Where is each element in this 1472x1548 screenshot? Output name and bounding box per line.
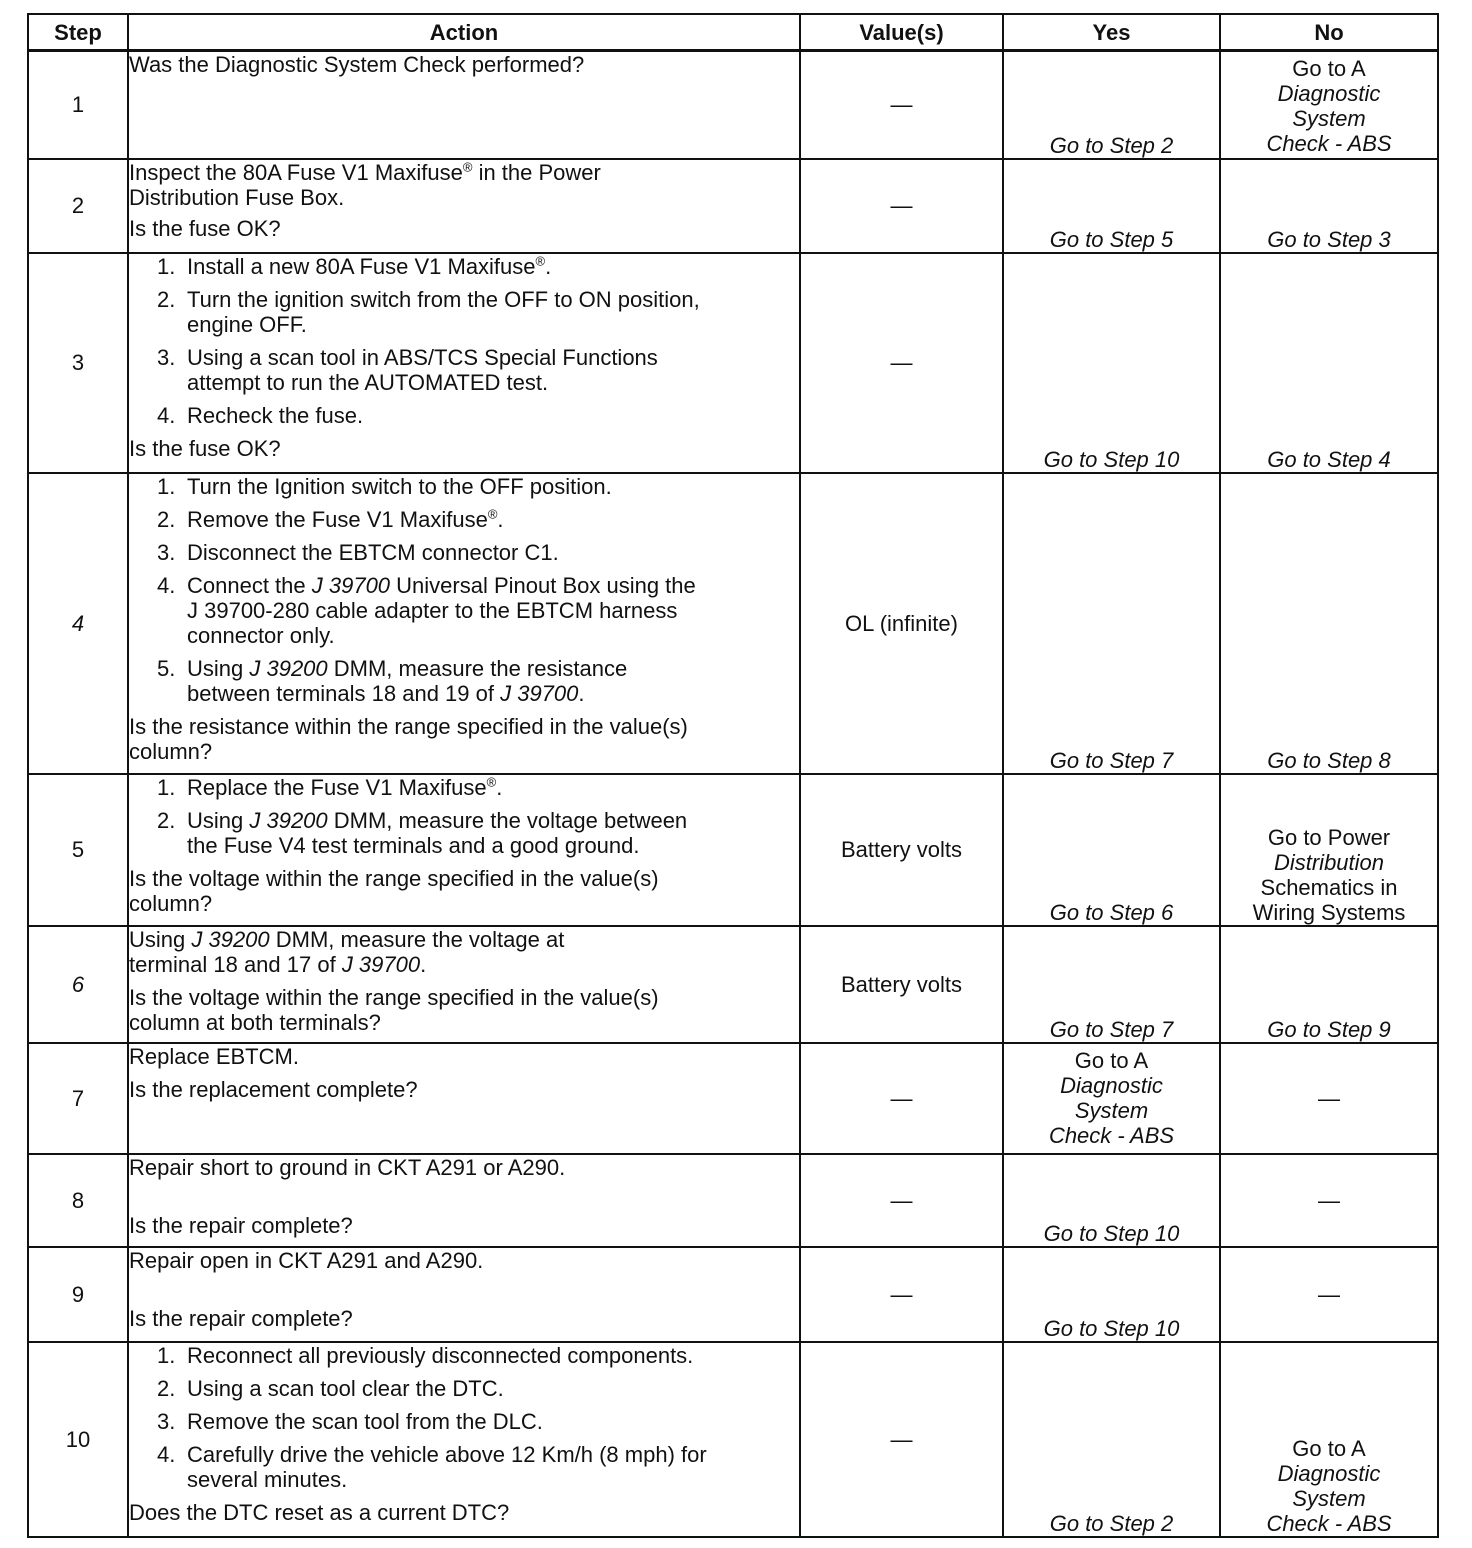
step-line: Remove the scan tool from the DLC. — [187, 1408, 543, 1434]
no-line: Check - ABS — [1266, 1510, 1392, 1536]
value-text: Battery volts — [840, 837, 963, 862]
table-row — [28, 159, 1438, 253]
yes-cell — [1003, 473, 1220, 774]
step-number: 8 — [28, 1154, 128, 1247]
value-text: — — [890, 193, 913, 218]
no-cell — [1220, 926, 1438, 1043]
action-cell — [128, 51, 800, 159]
no-link: Go to Step 8 — [1267, 747, 1391, 773]
action-cell — [128, 926, 800, 1043]
no-cell — [1220, 473, 1438, 774]
yes-link: Go to Step 2 — [1049, 132, 1174, 158]
no-line-text: Go to A — [1292, 56, 1366, 81]
step-line: engine OFF. — [187, 311, 307, 337]
table-row — [28, 1247, 1438, 1342]
no-line: Schematics in — [1260, 874, 1398, 900]
step-index: 4. — [157, 572, 176, 598]
action-question: Is the resistance within the range specified in the value(s) — [129, 713, 688, 739]
no-line: Go to Power — [1267, 824, 1391, 850]
step-line: Remove the Fuse V1 Maxifuse®. — [187, 506, 504, 532]
action-question: Is the repair complete? — [129, 1305, 353, 1331]
step-line: Recheck the fuse. — [187, 402, 364, 428]
yes-line: Check - ABS — [1048, 1122, 1175, 1148]
step-index: 5. — [157, 655, 176, 681]
action-question: Does the DTC reset as a current DTC? — [129, 1499, 510, 1525]
step-number: 1 — [28, 51, 128, 159]
table-row — [28, 1154, 1438, 1247]
action-text: Repair open in CKT A291 and A290. — [129, 1247, 484, 1273]
yes-link: Go to Step 7 — [1049, 747, 1174, 773]
step-line: Carefully drive the vehicle above 12 Km/h (8 mph) for — [187, 1441, 707, 1467]
step-index: 2. — [157, 1375, 176, 1401]
value-cell — [800, 926, 1003, 1043]
yes-cell — [1003, 1043, 1220, 1154]
step-index: 3. — [157, 539, 176, 565]
step-line: attempt to run the AUTOMATED test. — [187, 369, 549, 395]
step-index: 4. — [157, 1441, 176, 1467]
action-question: column? — [129, 738, 213, 764]
step-line: between terminals 18 and 19 of J 39700. — [187, 680, 585, 706]
step-line: Replace the Fuse V1 Maxifuse®. — [187, 774, 503, 800]
action-text: Repair short to ground in CKT A291 or A290. — [129, 1154, 566, 1180]
yes-cell — [1003, 159, 1220, 253]
value-cell — [800, 1247, 1003, 1342]
step-line: Turn the ignition switch from the OFF to ON position, — [187, 286, 700, 312]
action-steps — [129, 254, 799, 428]
value-cell — [800, 1154, 1003, 1247]
step-index: 3. — [157, 344, 176, 370]
no-text: — — [1318, 1281, 1340, 1307]
action-question: column at both terminals? — [129, 1009, 381, 1035]
table-row — [28, 51, 1438, 159]
step-line: Connect the J 39700 Universal Pinout Box using the — [187, 572, 696, 598]
action-step — [157, 1442, 799, 1492]
no-link: Go to Step 4 — [1267, 446, 1391, 472]
value-cell — [800, 1342, 1003, 1537]
step-index: 2. — [157, 286, 176, 312]
action-line: Inspect the 80A Fuse V1 Maxifuse® in the Power — [129, 159, 601, 185]
step-line: Disconnect the EBTCM connector C1. — [187, 539, 559, 565]
no-line: Distribution — [1273, 849, 1385, 875]
action-cell — [128, 1043, 800, 1154]
header-step: Step — [28, 14, 128, 51]
action-step — [157, 345, 799, 395]
step-line: the Fuse V4 test terminals and a good ground. — [187, 832, 640, 858]
step-line: Using J 39200 DMM, measure the resistance — [187, 655, 628, 681]
action-question: Is the fuse OK? — [129, 435, 281, 461]
value-text: — — [890, 92, 913, 118]
action-step — [157, 254, 799, 279]
no-link: Go to Step 9 — [1267, 1016, 1391, 1042]
yes-cell — [1003, 1154, 1220, 1247]
step-index: 4. — [157, 402, 176, 428]
yes-line: Diagnostic — [1060, 1072, 1163, 1098]
value-text: Battery volts — [840, 971, 963, 997]
action-text: Was the Diagnostic System Check performed? — [129, 52, 585, 77]
action-step — [157, 775, 799, 800]
table-row — [28, 253, 1438, 473]
value-text: — — [890, 1281, 913, 1307]
step-line: Using a scan tool in ABS/TCS Special Functions — [187, 344, 658, 370]
no-line: System — [1292, 106, 1366, 131]
action-cell — [128, 253, 800, 473]
value-cell — [800, 1043, 1003, 1154]
step-index: 1. — [157, 473, 176, 499]
action-cell — [128, 1247, 800, 1342]
action-cell — [128, 473, 800, 774]
yes-link: Go to Step 10 — [1043, 1315, 1180, 1341]
action-step — [157, 573, 799, 648]
step-number: 3 — [28, 253, 128, 473]
no-line: Wiring Systems — [1252, 899, 1406, 925]
step-line: J 39700-280 cable adapter to the EBTCM harness — [187, 597, 678, 623]
yes-cell — [1003, 774, 1220, 926]
no-line: System — [1292, 1485, 1366, 1511]
no-cell — [1220, 1342, 1438, 1537]
yes-link: Go to Step 2 — [1049, 1510, 1174, 1536]
step-line: several minutes. — [187, 1466, 348, 1492]
step-number: 10 — [28, 1342, 128, 1537]
step-index: 1. — [157, 1342, 176, 1368]
action-question: Is the replacement complete? — [129, 1076, 418, 1102]
step-number: 7 — [28, 1043, 128, 1154]
action-text: Replace EBTCM. — [129, 1043, 299, 1069]
action-steps — [129, 775, 799, 858]
action-question: Is the voltage within the range specified in the value(s) — [129, 865, 659, 891]
step-line: Using a scan tool clear the DTC. — [187, 1375, 504, 1401]
action-question: Is the fuse OK? — [129, 215, 281, 241]
no-line: Diagnostic — [1277, 81, 1381, 106]
no-cell — [1220, 1043, 1438, 1154]
action-cell — [128, 1342, 800, 1537]
value-text: OL (infinite) — [845, 610, 958, 636]
action-steps — [129, 474, 799, 706]
table-row — [28, 473, 1438, 774]
yes-cell — [1003, 51, 1220, 159]
no-cell — [1220, 1247, 1438, 1342]
header-values: Value(s) — [800, 14, 1003, 51]
value-cell — [800, 159, 1003, 253]
step-index: 2. — [157, 506, 176, 532]
action-step — [157, 1409, 799, 1434]
action-line: Distribution Fuse Box. — [129, 184, 345, 210]
value-cell — [800, 473, 1003, 774]
value-cell — [800, 253, 1003, 473]
no-cell — [1220, 51, 1438, 159]
table-row — [28, 1043, 1438, 1154]
yes-line: Go to A — [1074, 1047, 1149, 1073]
action-step — [157, 507, 799, 532]
action-step — [157, 656, 799, 706]
header-row — [28, 14, 1438, 51]
no-line: Diagnostic — [1277, 1460, 1381, 1486]
yes-link: Go to Step 10 — [1043, 1220, 1180, 1246]
yes-link: Go to Step 7 — [1049, 1016, 1174, 1042]
action-cell — [128, 774, 800, 926]
yes-link: Go to Step 10 — [1043, 446, 1180, 472]
value-text: — — [890, 1426, 913, 1452]
no-line: Go to A — [1292, 1435, 1366, 1461]
step-index: 1. — [157, 253, 176, 279]
action-step — [157, 287, 799, 337]
action-line: Using J 39200 DMM, measure the voltage at — [129, 926, 565, 952]
yes-cell — [1003, 1342, 1220, 1537]
no-text: — — [1318, 1085, 1340, 1111]
header-yes: Yes — [1003, 14, 1220, 51]
value-text: — — [890, 1085, 913, 1111]
yes-line: System — [1074, 1097, 1149, 1123]
no-cell — [1220, 159, 1438, 253]
step-index: 3. — [157, 1408, 176, 1434]
step-number: 4 — [28, 473, 128, 774]
table-row — [28, 1342, 1438, 1537]
yes-cell — [1003, 253, 1220, 473]
no-line — [1221, 56, 1437, 81]
no-cell — [1220, 253, 1438, 473]
action-step — [157, 808, 799, 858]
action-line: terminal 18 and 17 of J 39700. — [129, 951, 427, 977]
step-index: 1. — [157, 774, 176, 800]
step-line: Turn the Ignition switch to the OFF position. — [187, 473, 612, 499]
step-line: Install a new 80A Fuse V1 Maxifuse®. — [187, 253, 552, 279]
no-line: Check - ABS — [1266, 131, 1392, 156]
action-step — [157, 540, 799, 565]
header-no: No — [1220, 14, 1438, 51]
header-action: Action — [128, 14, 800, 51]
action-question: Is the voltage within the range specified in the value(s) — [129, 984, 659, 1010]
action-question: column? — [129, 890, 213, 916]
table-row — [28, 926, 1438, 1043]
action-step — [157, 403, 799, 428]
action-question: Is the repair complete? — [129, 1212, 353, 1238]
step-line: Using J 39200 DMM, measure the voltage between — [187, 807, 688, 833]
action-cell — [128, 1154, 800, 1247]
step-number: 9 — [28, 1247, 128, 1342]
action-step — [157, 474, 799, 499]
yes-link: Go to Step 6 — [1049, 899, 1174, 925]
yes-link: Go to Step 5 — [1049, 226, 1174, 252]
value-cell — [800, 774, 1003, 926]
action-cell — [128, 159, 800, 253]
value-cell — [800, 51, 1003, 159]
step-number: 5 — [28, 774, 128, 926]
no-cell — [1220, 1154, 1438, 1247]
step-line: Reconnect all previously disconnected components. — [187, 1342, 694, 1368]
step-number: 2 — [28, 159, 128, 253]
step-number: 6 — [28, 926, 128, 1043]
action-step — [157, 1343, 799, 1368]
no-text: — — [1318, 1187, 1340, 1213]
action-steps — [129, 1343, 799, 1492]
no-cell — [1220, 774, 1438, 926]
yes-cell — [1003, 1247, 1220, 1342]
action-step — [157, 1376, 799, 1401]
step-index: 2. — [157, 807, 176, 833]
value-text: — — [890, 1187, 913, 1213]
yes-cell — [1003, 926, 1220, 1043]
diagnostic-table — [27, 13, 1439, 1538]
no-link: Go to Step 3 — [1267, 226, 1391, 252]
step-line: connector only. — [187, 622, 335, 648]
table-row — [28, 774, 1438, 926]
value-text: — — [890, 350, 913, 375]
